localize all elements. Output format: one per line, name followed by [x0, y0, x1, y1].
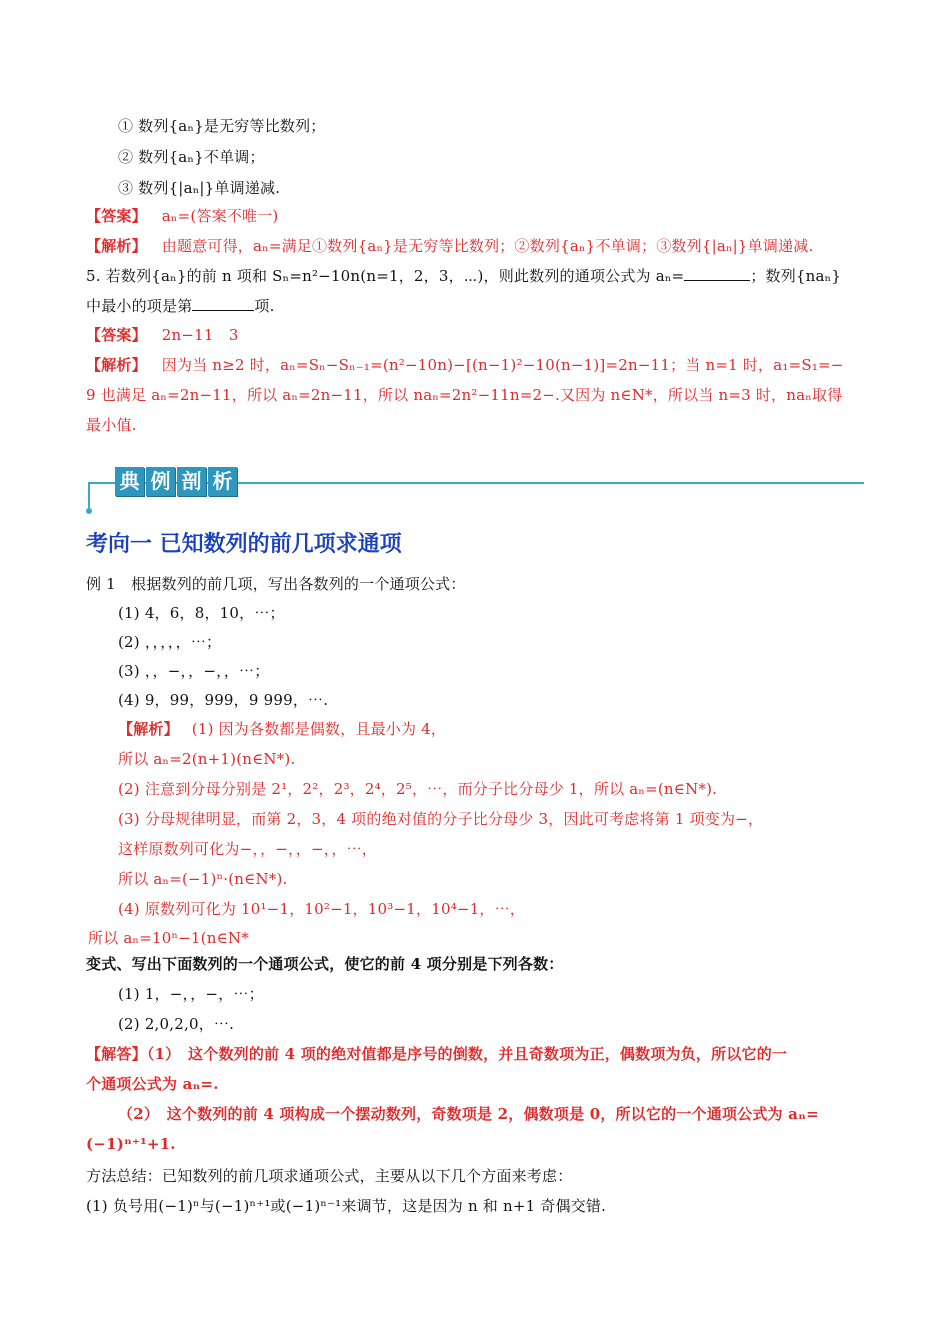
question-5-line-2 [86, 296, 275, 316]
question-5-text-b: ；数列{naₙ} [750, 267, 842, 285]
variant-item-1: (1) 1，−，，−，⋯； [118, 985, 264, 1003]
section-title: 考向一 已知数列的前几项求通项 [86, 532, 402, 557]
answer-tag: 【解答】 [86, 1045, 147, 1063]
banner-dot [86, 508, 92, 514]
answer-blank-2 [192, 296, 254, 311]
solution-row-2: (2) 注意到分母分别是 2¹，2²，2³，2⁴，2⁵，⋯，而分子比分母少 1，所以 aₙ=(n∈N*). [118, 780, 718, 798]
variant-item-2: (2) 2,0,2,0，⋯. [118, 1015, 235, 1033]
banner-char: 析 [208, 467, 237, 496]
banner-char: 典 [115, 467, 144, 496]
answer-blank-1 [684, 266, 750, 281]
question-5-text-c: 中最小的项是第 [86, 297, 193, 315]
solution-row-1 [118, 719, 446, 739]
analysis-text: 由题意可得，aₙ=满足①数列{aₙ}是无穷等比数列；②数列{aₙ}不单调；③数列{|aₙ|}单调递减. [161, 237, 814, 255]
analysis-2-row [86, 355, 844, 375]
solution-row-3b: 这样原数列可化为−，，−，，−，，⋯， [118, 840, 378, 858]
variant-answer-row-2b: (−1)ⁿ⁺¹+1. [86, 1135, 176, 1153]
solution-row-4: (4) 原数列可化为 10¹−1，10²−1，10³−1，10⁴−1，⋯， [118, 900, 526, 918]
solution-text: (1) 因为各数都是偶数，且最小为 4， [191, 720, 447, 738]
answer-tag: 【答案】 [86, 326, 147, 344]
example-item-2: (2) ，，，，，⋯； [118, 633, 222, 651]
variant-answer-row-1b: 个通项公式为 aₙ=. [86, 1075, 219, 1093]
analysis-tag: 【解析】 [118, 720, 179, 738]
condition-2: ② 数列{aₙ}不单调； [118, 148, 265, 166]
analysis-2-line-2: 9 也满足 aₙ=2n−11，所以 aₙ=2n−11，所以 naₙ=2n²−11n=2−.又因为 n∈N*，所以当 n=3 时，naₙ取得 [86, 386, 843, 404]
question-5-text-d: 项. [254, 297, 275, 315]
variant-answer-text: （1） 这个数列的前 4 项的绝对值都是序号的倒数，并且奇数项为正，偶数项为负，所以它的一 [146, 1045, 788, 1063]
analysis-1-row [86, 236, 813, 256]
answer-2-row [86, 325, 239, 345]
analysis-2-line-3: 最小值. [86, 416, 137, 434]
variant-answer-row-2: （2） 这个数列的前 4 项构成一个摆动数列，奇数项是 2，偶数项是 0，所以它的一个通项公式为 aₙ= [118, 1105, 819, 1123]
answer-text: 2n−11 3 [161, 326, 239, 344]
answer-text: aₙ=(答案不唯一) [161, 207, 279, 225]
condition-1: ① 数列{aₙ}是无穷等比数列； [118, 117, 326, 135]
banner-char: 例 [146, 467, 175, 496]
question-5-line-1 [86, 266, 841, 286]
question-5-text-a: 5. 若数列{aₙ}的前 n 项和 Sₙ=n²−10n(n=1，2，3，⋯)，则此数列的通项公式为 aₙ= [86, 267, 685, 285]
example-item-4: (4) 9，99，999，9 999，⋯. [118, 691, 329, 709]
solution-row-3c: 所以 aₙ=(−1)ⁿ·(n∈N*). [118, 870, 288, 888]
example-item-3: (3) ，，−，，−，，⋯； [118, 662, 270, 680]
condition-3: ③ 数列{|aₙ|}单调递减. [118, 179, 281, 197]
analysis-tag: 【解析】 [86, 356, 147, 374]
answer-1-row [86, 206, 279, 226]
method-summary: 方法总结：已知数列的前几项求通项公式，主要从以下几个方面来考虑： [86, 1167, 573, 1185]
solution-row-1b: 所以 aₙ=2(n+1)(n∈N*). [118, 750, 296, 768]
analysis-text: 因为当 n≥2 时，aₙ=Sₙ−Sₙ₋₁=(n²−10n)−[(n−1)²−10(n−1)]=2n−11；当 n=1 时，a₁=S₁=− [161, 356, 844, 374]
analysis-tag: 【解析】 [86, 237, 147, 255]
example-heading: 例 1 根据数列的前几项，写出各数列的一个通项公式： [86, 575, 466, 593]
variant-heading: 变式、写出下面数列的一个通项公式，使它的前 4 项分别是下列各数： [86, 955, 564, 973]
variant-answer-row-1 [86, 1044, 787, 1064]
solution-row-4b: 所以 aₙ=10ⁿ−1(n∈N* [88, 929, 249, 947]
solution-row-3: (3) 分母规律明显，而第 2，3，4 项的绝对值的分子比分母少 3，因此可考虑将第 1 项变为−， [118, 810, 764, 828]
example-item-1: (1) 4，6，8，10，⋯； [118, 604, 285, 622]
banner-char: 剖 [177, 467, 206, 496]
section-banner [115, 467, 237, 496]
method-point-1: (1) 负号用(−1)ⁿ与(−1)ⁿ⁺¹或(−1)ⁿ⁻¹来调节，这是因为 n 和 n+1 奇偶交错. [86, 1197, 607, 1215]
answer-tag: 【答案】 [86, 207, 147, 225]
